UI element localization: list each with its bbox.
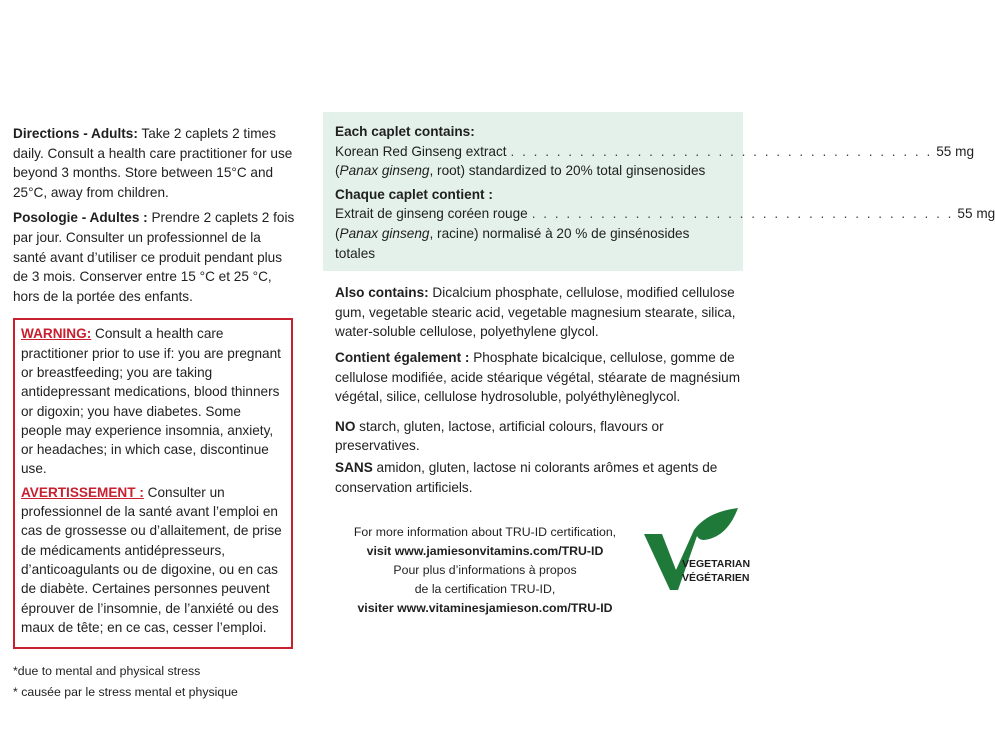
warning-en-heading: WARNING: bbox=[21, 326, 92, 342]
warning-fr-heading: AVERTISSEMENT : bbox=[21, 484, 144, 500]
also-contains-fr-heading: Contient également : bbox=[335, 349, 470, 365]
ingredient-fr-detail-text: , racine) normalisé à 20 % de ginsénosides totales bbox=[335, 225, 690, 261]
free-of-fr-heading: SANS bbox=[335, 459, 373, 475]
directions-en bbox=[13, 124, 295, 202]
tru-id-en-link[interactable]: visit www.jamiesonvitamins.com/TRU-ID bbox=[366, 544, 604, 559]
ingredient-en-name: Korean Red Ginseng extract bbox=[335, 143, 507, 159]
ingredient-fr-latin: Panax ginseng bbox=[339, 225, 430, 241]
warning-en bbox=[21, 324, 285, 478]
ingredient-en-row bbox=[335, 142, 975, 162]
footnote-en: *due to mental and physical stress bbox=[13, 664, 201, 679]
directions-en-text: Take 2 caplets 2 times daily. Consult a health care practitioner for use beyond 3 months. Store between 15°C and 25°C, away from children. bbox=[13, 126, 293, 200]
directions-fr-text: Prendre 2 caplets 2 fois par jour. Consulter un professionnel de la santé avant d’utiliser ce produit pendant plus de 3 mois. Conserver entre 15 °C et 25 °C, hors de la portée des enfants. bbox=[13, 210, 295, 304]
free-of-en-text: starch, gluten, lactose, artificial colours, flavours or preservatives. bbox=[335, 418, 664, 454]
ingredient-fr-amount: 55 mg bbox=[957, 206, 995, 222]
ingredient-fr-row bbox=[335, 204, 995, 224]
vegetarian-label-en: VEGETARIAN bbox=[682, 558, 751, 570]
free-of-fr-text: amidon, gluten, lactose ni colorants arômes et agents de conservation artificiels. bbox=[335, 459, 718, 495]
ingredient-en-latin: Panax ginseng bbox=[339, 163, 430, 179]
footnotes bbox=[13, 661, 295, 703]
ingredient-en-detail-text: , root) standardized to 20% total ginsenosides bbox=[429, 163, 706, 179]
tru-id-info bbox=[335, 523, 635, 618]
warning-box bbox=[13, 318, 293, 649]
tru-id-en-line: For more information about TRU-ID certification, bbox=[353, 525, 617, 540]
also-contains-fr bbox=[335, 348, 749, 407]
leader-dots: . . . . . . . . . . . . . . . . . . . . . . . . . . . . . . . . . . . . . bbox=[510, 143, 933, 159]
vegetarian-label bbox=[682, 557, 750, 585]
warning-en-text: Consult a health care practitioner prior to use if: you are pregnant or breastfeeding; you are taking antidepressant medications, blood thinners or digoxin; you have diabetes. Some people may experience insomnia, anxiety, or headaches; in which case, discontinue use. bbox=[21, 326, 281, 477]
tru-id-fr-line1: Pour plus d’informations à propos bbox=[393, 563, 577, 578]
directions-fr bbox=[13, 208, 295, 306]
free-of-fr bbox=[335, 458, 749, 497]
ingredient-en-amount: 55 mg bbox=[936, 143, 975, 159]
warning-fr bbox=[21, 483, 285, 637]
left-column bbox=[13, 124, 295, 703]
ingredient-en-detail: (Panax ginseng, root) standardized to 20% total ginsenosides bbox=[335, 163, 706, 179]
leader-dots: . . . . . . . . . . . . . . . . . . . . . . . . . . . . . . . . . . . . . bbox=[531, 206, 954, 222]
ingredient-fr-name: Extrait de ginseng coréen rouge bbox=[335, 206, 528, 222]
also-contains-en bbox=[335, 283, 749, 342]
contains-fr-title: Chaque caplet contient : bbox=[335, 186, 493, 202]
free-of-en-heading: NO bbox=[335, 418, 356, 434]
ingredients-box bbox=[323, 112, 995, 271]
footnote-fr: * causée par le stress mental et physique bbox=[13, 685, 238, 700]
also-contains-en-text: Dicalcium phosphate, cellulose, modified cellulose gum, vegetable stearic acid, vegetable magnesium stearate, silica, water-soluble cellulose, polyethylene glycol. bbox=[335, 285, 736, 340]
directions-en-heading: Directions - Adults: bbox=[13, 126, 138, 141]
vegetarian-label-fr: VÉGÉTARIEN bbox=[682, 572, 750, 584]
free-of-en bbox=[335, 417, 749, 456]
directions-fr-heading: Posologie - Adultes : bbox=[13, 210, 148, 226]
also-contains-en-heading: Also contains: bbox=[335, 285, 429, 301]
also-contains-fr-text: Phosphate bicalcique, cellulose, gomme de cellulose modifiée, acide stéarique végétal, stéarate de magnésium végétal, silice, cellulose hydrosoluble, polyéthylèneglycol. bbox=[335, 349, 741, 405]
contains-en-title: Each caplet contains: bbox=[335, 124, 475, 139]
ingredient-fr-detail: (Panax ginseng, racine) normalisé à 20 % de ginsénosides totales bbox=[335, 225, 690, 261]
tru-id-fr-link[interactable]: visiter www.vitaminesjamieson.com/TRU-ID bbox=[357, 601, 613, 616]
tru-id-fr-line2: de la certification TRU-ID, bbox=[414, 582, 556, 597]
warning-fr-text: Consulter un professionnel de la santé avant l’emploi en cas de grossesse ou d’allaitement, de prise de médicaments antidépresseurs, d’anticoagulants ou de digoxine, ou en cas de diabète. Certaines personnes peuvent éprouver de l’insomnie, de l’anxiété ou des maux de tête; en ce cas, cesser l’emploi. bbox=[21, 484, 282, 635]
